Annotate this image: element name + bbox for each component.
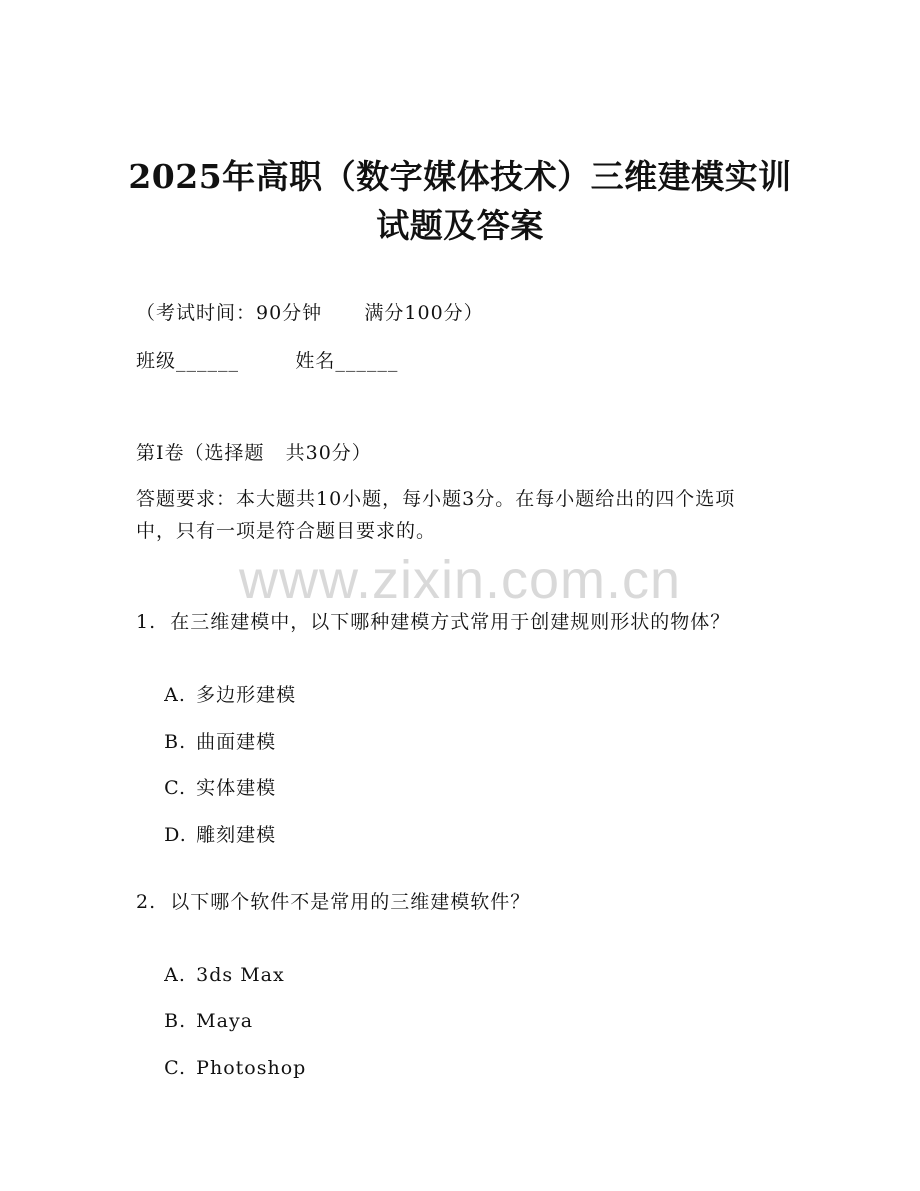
watermark: www.zixin.com.cn [238, 550, 682, 610]
question-1-option-d [136, 796, 276, 874]
option-text: 多边形建模 [196, 684, 297, 706]
option-letter: A. [164, 964, 186, 986]
instructions-line-2: 中，只有一项是符合题目要求的。 [136, 520, 437, 542]
option-text: 曲面建模 [196, 731, 277, 753]
option-text: 雕刻建模 [196, 824, 277, 846]
instructions-line-1: 答题要求：本大题共10小题，每小题3分。在每小题给出的四个选项 [136, 488, 736, 510]
option-letter: C. [164, 777, 187, 799]
question-1-stem: 1. 在三维建模中，以下哪种建模方式常用于创建规则形状的物体？ [136, 611, 731, 633]
option-text: Maya [196, 1010, 254, 1032]
document-title-line-1: 2025年高职（数字媒体技术）三维建模实训 [128, 157, 792, 196]
option-letter: A. [164, 684, 186, 706]
option-text: Photoshop [196, 1057, 307, 1079]
option-text: 3ds Max [196, 964, 285, 986]
exam-info: （考试时间：90分钟 满分100分） [136, 302, 484, 324]
document-title-line-2: 试题及答案 [376, 206, 544, 245]
student-fields: 班级______ 姓名______ [136, 350, 399, 372]
option-letter: B. [164, 731, 187, 753]
question-2-option-c [136, 1029, 306, 1107]
option-letter: C. [164, 1057, 187, 1079]
option-letter: B. [164, 1010, 187, 1032]
option-text: 实体建模 [196, 777, 277, 799]
question-2-stem: 2. 以下哪个软件不是常用的三维建模软件？ [136, 891, 531, 913]
option-letter: D. [164, 824, 187, 846]
section-header: 第I卷（选择题 共30分） [136, 442, 372, 464]
